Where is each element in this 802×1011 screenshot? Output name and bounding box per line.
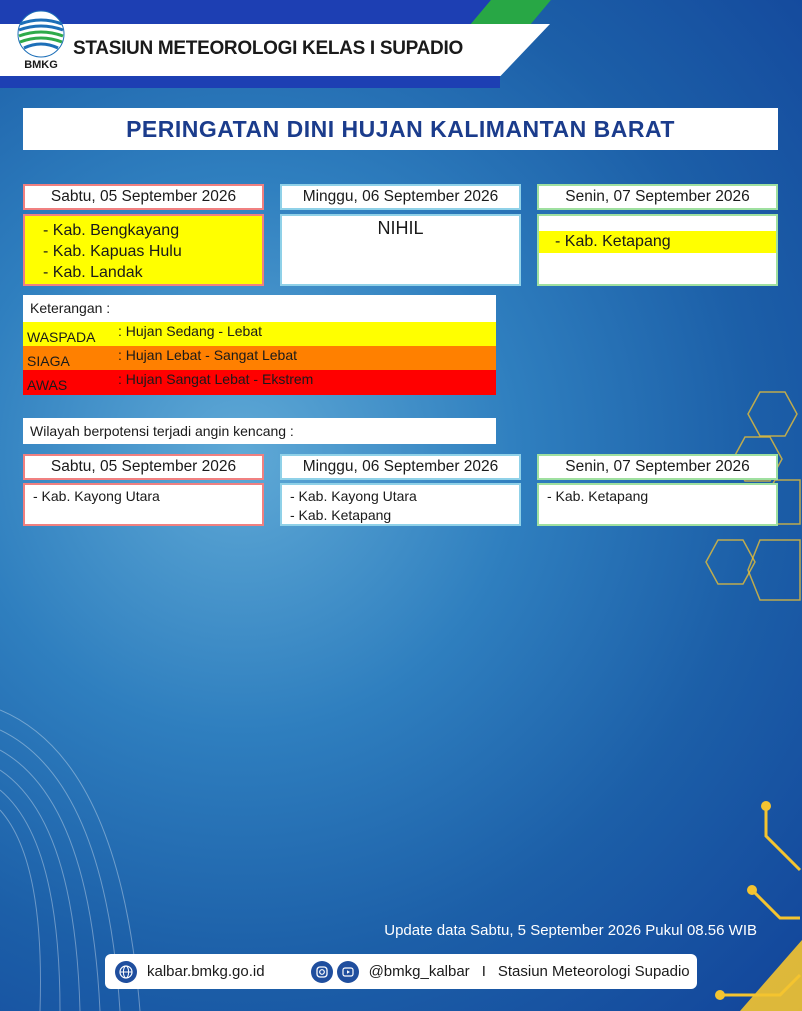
instagram-icon[interactable] [311,961,333,983]
update-timestamp: Update data Sabtu, 5 September 2026 Pukul 08.56 WIB [384,922,757,939]
legend-description: : Hujan Sangat Lebat - Ekstrem [118,371,314,387]
wind-region-list [539,485,776,506]
list-item: - Kab. Ketapang [290,507,392,523]
rain-region-list [539,231,776,252]
wind-day-header-1: Sabtu, 05 September 2026 [23,454,264,480]
list-item: - Kab. Kayong Utara [33,488,160,504]
wind-warning-title: Wilayah berpotensi terjadi angin kencang : [23,418,496,444]
list-item: - Kab. Landak [43,264,143,281]
wind-region-list [25,485,262,506]
bmkg-logo [16,10,66,70]
youtube-icon[interactable] [337,961,359,983]
social-handle[interactable]: @bmkg_kalbar [368,963,470,980]
rain-day-header-1: Sabtu, 05 September 2026 [23,184,264,210]
legend-row-waspada [23,322,496,346]
list-item: - Kab. Kapuas Hulu [43,243,182,260]
list-item: - Kab. Kayong Utara [290,488,417,504]
globe-icon [115,961,137,983]
legend-row-siaga [23,346,496,370]
wind-day-body-3 [537,483,778,526]
legend-level: WASPADA [27,329,96,345]
logo-text: BMKG [24,59,58,70]
rain-day-body-3 [537,214,778,286]
legend-description: : Hujan Sedang - Lebat [118,323,262,339]
legend-title: Keterangan : [30,300,111,316]
legend-row-awas [23,370,496,395]
rain-day-body-1 [23,214,264,286]
legend-level: SIAGA [27,353,70,369]
list-item: - Kab. Ketapang [555,233,671,250]
wind-day-body-2 [280,483,521,526]
wind-region-list [282,485,519,525]
rain-region-highlight [539,231,776,253]
wind-day-body-1 [23,483,264,526]
list-item: - Kab. Ketapang [547,488,649,504]
footer-separator: I [481,963,486,980]
station-name: Stasiun Meteorologi Supadio [497,963,690,980]
nihil-text: NIHIL [377,218,424,238]
legend-description: : Hujan Lebat - Sangat Lebat [118,347,298,363]
website-link[interactable]: kalbar.bmkg.go.id [147,963,265,980]
rain-day-body-2 [280,214,521,286]
rain-day-header-2: Minggu, 06 September 2026 [280,184,521,210]
page-title: PERINGATAN DINI HUJAN KALIMANTAN BARAT [126,115,675,142]
footer-bar [105,954,697,989]
wind-day-header-3: Senin, 07 September 2026 [537,454,778,480]
rain-day-header-3: Senin, 07 September 2026 [537,184,778,210]
main-title-box [23,108,778,150]
rain-region-list [27,218,260,283]
wind-day-header-2: Minggu, 06 September 2026 [280,454,521,480]
station-title: STASIUN METEOROLOGI KELAS I SUPADIO [73,38,463,59]
legend-box [23,295,496,395]
list-item: - Kab. Bengkayang [43,222,180,239]
legend-level: AWAS [27,377,68,393]
